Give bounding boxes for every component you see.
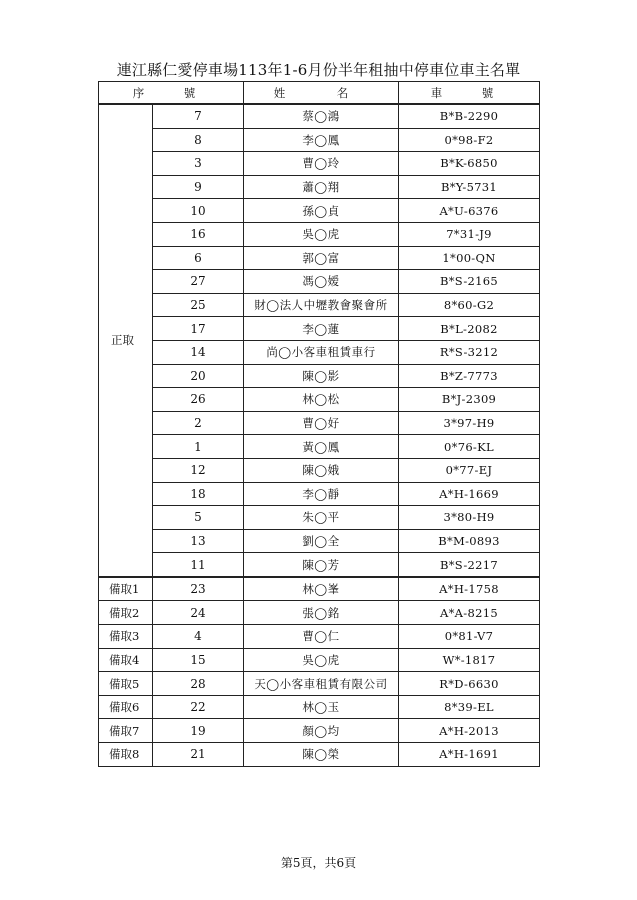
table-row — [99, 529, 540, 553]
plate-cell: A*H-1758 — [399, 577, 540, 601]
seq-cell: 6 — [153, 246, 244, 270]
seq-cell: 13 — [153, 529, 244, 553]
name-cell: 陳◯芳 — [244, 553, 399, 577]
plate-cell: B*J-2309 — [399, 388, 540, 412]
category-label-alternate: 備取4 — [99, 648, 153, 672]
seq-cell: 14 — [153, 340, 244, 364]
table-row — [99, 648, 540, 672]
page-footer: 第5頁，共6頁 — [280, 856, 357, 870]
seq-cell: 9 — [153, 175, 244, 199]
table-row — [99, 672, 540, 696]
table-row — [99, 199, 540, 223]
seq-cell: 17 — [153, 317, 244, 341]
name-cell: 天◯小客車租賃有限公司 — [244, 672, 399, 696]
name-cell: 朱◯平 — [244, 506, 399, 530]
plate-cell: 3*80-H9 — [399, 506, 540, 530]
plate-cell: B*Y-5731 — [399, 175, 540, 199]
table-row — [99, 411, 540, 435]
plate-cell: A*U-6376 — [399, 199, 540, 223]
table-row — [99, 577, 540, 601]
plate-cell: 7*31-J9 — [399, 222, 540, 246]
seq-cell: 1 — [153, 435, 244, 459]
name-cell: 曹◯好 — [244, 411, 399, 435]
seq-cell: 18 — [153, 482, 244, 506]
table-row — [99, 435, 540, 459]
table-row — [99, 340, 540, 364]
table-row — [99, 482, 540, 506]
name-cell: 顏◯均 — [244, 719, 399, 743]
plate-cell: A*H-1691 — [399, 743, 540, 767]
name-cell: 郭◯富 — [244, 246, 399, 270]
name-cell: 陳◯影 — [244, 364, 399, 388]
plate-cell: 3*97-H9 — [399, 411, 540, 435]
seq-cell: 27 — [153, 270, 244, 294]
name-cell: 吳◯虎 — [244, 222, 399, 246]
plate-cell: 0*81-V7 — [399, 625, 540, 649]
table-row — [99, 246, 540, 270]
name-cell: 黃◯鳳 — [244, 435, 399, 459]
table-row — [99, 222, 540, 246]
name-cell: 張◯銘 — [244, 601, 399, 625]
category-label-alternate: 備取1 — [99, 577, 153, 601]
table-row — [99, 601, 540, 625]
name-cell: 劉◯全 — [244, 529, 399, 553]
table-row — [99, 152, 540, 176]
table-row — [99, 175, 540, 199]
seq-cell: 28 — [153, 672, 244, 696]
name-cell: 吳◯虎 — [244, 648, 399, 672]
seq-cell: 26 — [153, 388, 244, 412]
seq-cell: 2 — [153, 411, 244, 435]
seq-cell: 25 — [153, 293, 244, 317]
plate-cell: B*B-2290 — [399, 104, 540, 128]
plate-cell: A*H-2013 — [399, 719, 540, 743]
seq-cell: 19 — [153, 719, 244, 743]
seq-cell: 22 — [153, 695, 244, 719]
table-row — [99, 553, 540, 577]
name-cell: 林◯玉 — [244, 695, 399, 719]
plate-cell: B*S-2217 — [399, 553, 540, 577]
plate-cell: 8*60-G2 — [399, 293, 540, 317]
name-cell: 林◯峯 — [244, 577, 399, 601]
document-title: 連江縣仁愛停車場113年1-6月份半年租抽中停車位車主名單 — [116, 61, 521, 79]
name-cell: 財◯法人中壢教會聚會所 — [244, 293, 399, 317]
category-label-alternate: 備取3 — [99, 625, 153, 649]
name-cell: 陳◯榮 — [244, 743, 399, 767]
plate-cell: 1*00-QN — [399, 246, 540, 270]
table-header-row — [99, 82, 540, 105]
table-row — [99, 506, 540, 530]
table-row — [99, 695, 540, 719]
table-row — [99, 388, 540, 412]
table-row — [99, 743, 540, 767]
seq-cell: 21 — [153, 743, 244, 767]
name-cell: 孫◯貞 — [244, 199, 399, 223]
plate-cell: R*S-3212 — [399, 340, 540, 364]
name-cell: 李◯靜 — [244, 482, 399, 506]
plate-cell: 8*39-EL — [399, 695, 540, 719]
plate-cell: 0*77-EJ — [399, 458, 540, 482]
header-plate: 車 號 — [399, 82, 540, 105]
table-row — [99, 293, 540, 317]
header-seq: 序 號 — [99, 82, 244, 105]
name-cell: 曹◯仁 — [244, 625, 399, 649]
name-cell: 李◯鳳 — [244, 128, 399, 152]
plate-cell: W*-1817 — [399, 648, 540, 672]
category-label-alternate: 備取6 — [99, 695, 153, 719]
plate-cell: 0*76-KL — [399, 435, 540, 459]
seq-cell: 23 — [153, 577, 244, 601]
category-label-alternate: 備取7 — [99, 719, 153, 743]
parking-winners-table — [98, 81, 540, 767]
table-row — [99, 719, 540, 743]
name-cell: 李◯蓮 — [244, 317, 399, 341]
category-label-alternate: 備取2 — [99, 601, 153, 625]
seq-cell: 8 — [153, 128, 244, 152]
plate-cell: 0*98-F2 — [399, 128, 540, 152]
name-cell: 馮◯嫒 — [244, 270, 399, 294]
name-cell: 陳◯娥 — [244, 458, 399, 482]
seq-cell: 16 — [153, 222, 244, 246]
seq-cell: 11 — [153, 553, 244, 577]
seq-cell: 4 — [153, 625, 244, 649]
seq-cell: 12 — [153, 458, 244, 482]
plate-cell: A*H-1669 — [399, 482, 540, 506]
seq-cell: 5 — [153, 506, 244, 530]
seq-cell: 24 — [153, 601, 244, 625]
table-row — [99, 317, 540, 341]
plate-cell: R*D-6630 — [399, 672, 540, 696]
seq-cell: 15 — [153, 648, 244, 672]
name-cell: 林◯松 — [244, 388, 399, 412]
plate-cell: B*K-6850 — [399, 152, 540, 176]
plate-cell: B*L-2082 — [399, 317, 540, 341]
plate-cell: A*A-8215 — [399, 601, 540, 625]
name-cell: 曹◯玲 — [244, 152, 399, 176]
seq-cell: 3 — [153, 152, 244, 176]
name-cell: 蕭◯翔 — [244, 175, 399, 199]
table-row — [99, 458, 540, 482]
table-body — [99, 104, 540, 766]
seq-cell: 10 — [153, 199, 244, 223]
plate-cell: B*Z-7773 — [399, 364, 540, 388]
table-row — [99, 104, 540, 128]
category-label-alternate: 備取8 — [99, 743, 153, 767]
table-row — [99, 128, 540, 152]
header-name: 姓 名 — [244, 82, 399, 105]
plate-cell: B*M-0893 — [399, 529, 540, 553]
name-cell: 蔡◯鴻 — [244, 104, 399, 128]
plate-cell: B*S-2165 — [399, 270, 540, 294]
seq-cell: 7 — [153, 104, 244, 128]
table-row — [99, 364, 540, 388]
table-row — [99, 625, 540, 649]
name-cell: 尚◯小客車租賃車行 — [244, 340, 399, 364]
seq-cell: 20 — [153, 364, 244, 388]
table-row — [99, 270, 540, 294]
category-label-main: 正取 — [99, 104, 153, 577]
category-label-alternate: 備取5 — [99, 672, 153, 696]
